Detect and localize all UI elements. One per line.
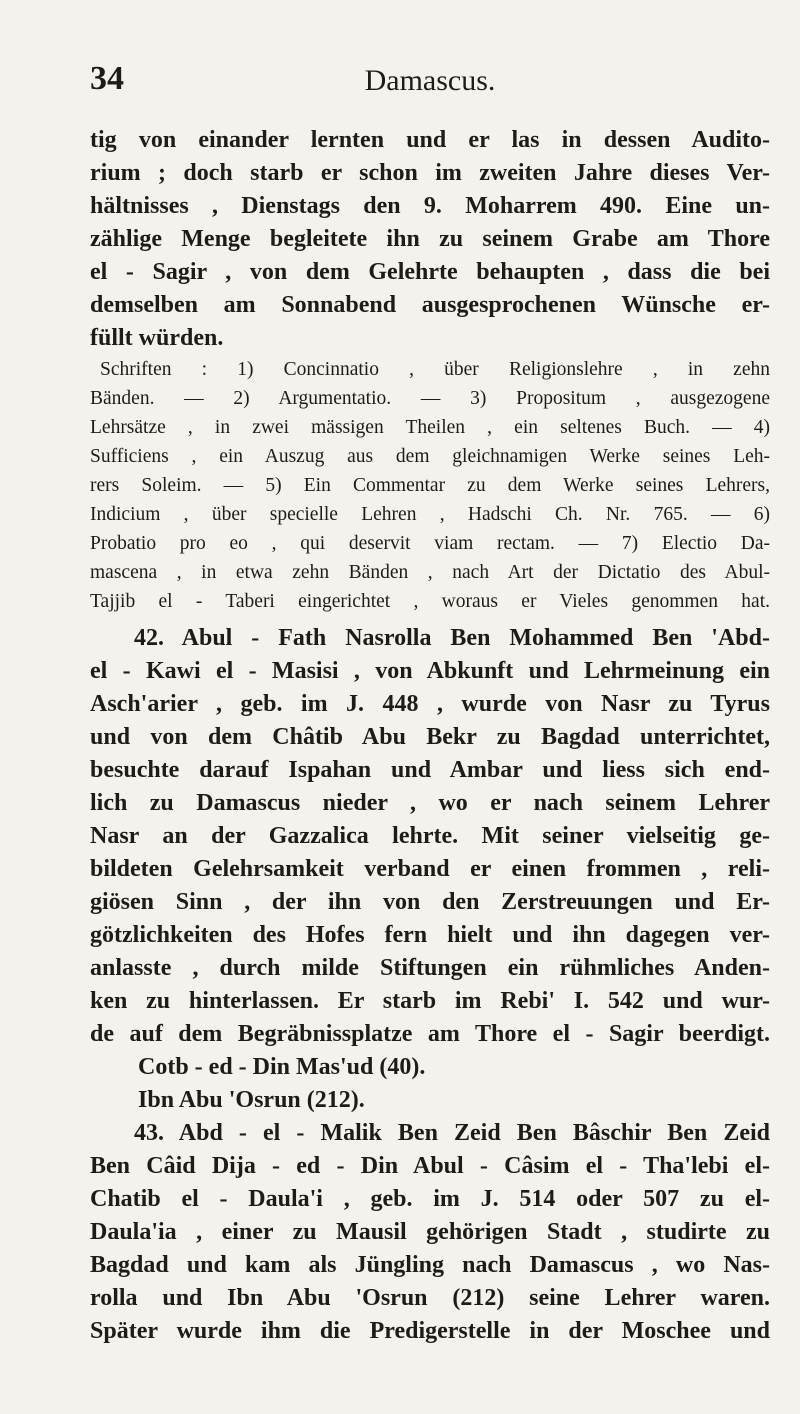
text-line: füllt würden. [90,325,224,351]
text-line: anlasste , durch milde Stiftungen ein rühmliches Anden- [90,955,770,981]
text-line: Sufficiens , ein Auszug aus dem gleichnamigen Werke seines Leh- [90,446,770,467]
writings-list [90,355,770,616]
entry-42 [90,622,770,1117]
text-line: rers Soleim. — 5) Ein Commentar zu dem Werke seines Lehrers, [90,475,770,496]
text-line: besuchte darauf Ispahan und Ambar und liess sich end- [90,757,770,783]
text-line: tig von einander lernten und er las in dessen Audito- [90,127,770,153]
text-line: 43. Abd - el - Malik Ben Zeid Ben Bâschir Ben Zeid [134,1120,770,1146]
book-page [90,60,770,1344]
text-line: Asch'arier , geb. im J. 448 , wurde von Nasr zu Tyrus [90,691,770,717]
text-line: Ben Câid Dija - ed - Din Abul - Câsim el - Tha'lebi el- [90,1153,770,1179]
text-line: de auf dem Begräbnissplatze am Thore el - Sagir beerdigt. [90,1021,770,1047]
cross-reference: Ibn Abu 'Osrun (212). [138,1087,365,1113]
page-header [90,60,770,120]
text-line: Tajjib el - Taberi eingerichtet , woraus er Vieles genommen hat. [90,591,770,612]
text-line: mascena , in etwa zehn Bänden , nach Art der Dictatio des Abul- [90,562,770,583]
text-line: hältnisses , Dienstags den 9. Moharrem 490. Eine un- [90,193,770,219]
paragraph-continuation [90,124,770,355]
text-line: giösen Sinn , der ihn von den Zerstreuungen und Er- [90,889,770,915]
text-line: ken zu hinterlassen. Er starb im Rebi' I. 542 und wur- [90,988,770,1014]
text-line: lich zu Damascus nieder , wo er nach seinem Lehrer [90,790,770,816]
running-title: Damascus. [364,64,496,97]
text-line: rolla und Ibn Abu 'Osrun (212) seine Lehrer waren. [90,1285,770,1311]
page-number: 34 [90,60,124,97]
page-body [90,124,770,1348]
text-line: Daula'ia , einer zu Mausil gehörigen Stadt , studirte zu [90,1219,770,1245]
text-line: und von dem Châtib Abu Bekr zu Bagdad unterrichtet, [90,724,770,750]
text-line: Schriften : 1) Concinnatio , über Religionslehre , in zehn [100,359,770,380]
text-line: Indicium , über specielle Lehren , Hadschi Ch. Nr. 765. — 6) [90,504,770,525]
text-line: el - Sagir , von dem Gelehrte behaupten , dass die bei [90,259,770,285]
text-line: götzlichkeiten des Hofes fern hielt und ihn dagegen ver- [90,922,770,948]
text-line: el - Kawi el - Masisi , von Abkunft und Lehrmeinung ein [90,658,770,684]
text-line: Nasr an der Gazzalica lehrte. Mit seiner vielseitig ge- [90,823,770,849]
text-line: rium ; doch starb er schon im zweiten Jahre dieses Ver- [90,160,770,186]
text-line: Probatio pro eo , qui deservit viam rectam. — 7) Electio Da- [90,533,770,554]
text-line: zählige Menge begleitete ihn zu seinem Grabe am Thore [90,226,770,252]
text-line: Bänden. — 2) Argumentatio. — 3) Propositum , ausgezogene [90,388,770,409]
text-line: Bagdad und kam als Jüngling nach Damascus , wo Nas- [90,1252,770,1278]
text-line: demselben am Sonnabend ausgesprochenen Wünsche er- [90,292,770,318]
text-line: Chatib el - Daula'i , geb. im J. 514 oder 507 zu el- [90,1186,770,1212]
text-line: Lehrsätze , in zwei mässigen Theilen , ein seltenes Buch. — 4) [90,417,770,438]
text-line: bildeten Gelehrsamkeit verband er einen frommen , reli- [90,856,770,882]
cross-reference: Cotb - ed - Din Mas'ud (40). [138,1054,426,1080]
entry-43 [90,1117,770,1348]
text-line: 42. Abul - Fath Nasrolla Ben Mohammed Ben 'Abd- [134,625,770,651]
text-line: Später wurde ihm die Predigerstelle in der Moschee und [90,1318,770,1344]
